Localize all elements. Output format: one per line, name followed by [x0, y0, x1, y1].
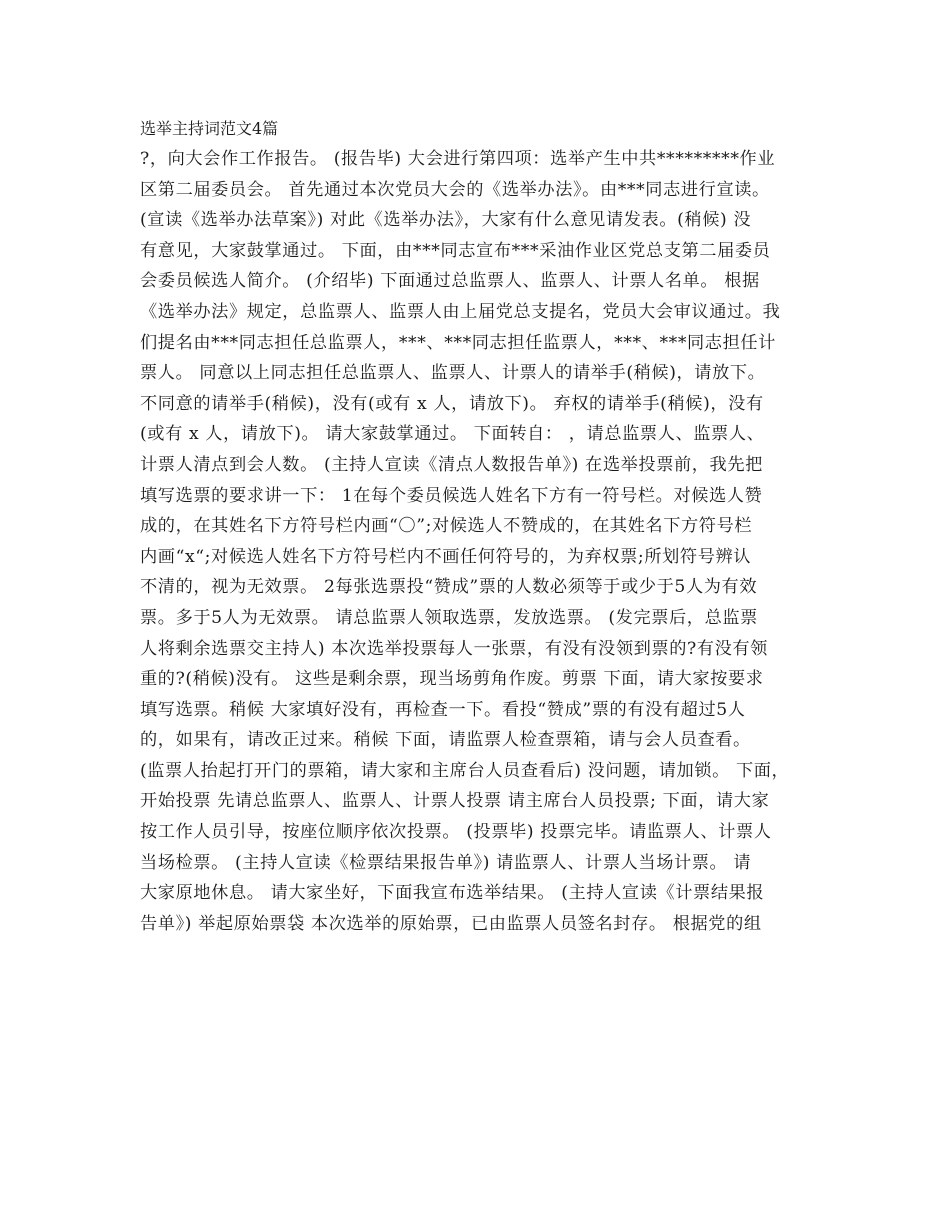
body-line: 们提名由***同志担任总监票人，***、***同志担任监票人，***、***同志担任计	[140, 332, 776, 353]
body-line: 内画“x“;对候选人姓名下方符号栏内不画任何符号的，为弃权票;所划符号辨认	[140, 546, 752, 567]
document-body	[140, 144, 820, 939]
body-line: 的，如果有，请改正过来。稍候 下面，请监票人检查票箱，请与会人员查看。	[140, 730, 751, 751]
body-line: 票人。 同意以上同志担任总监票人、监票人、计票人的请举手(稍候)，请放下。	[140, 363, 766, 384]
body-line: 《选举办法》规定，总监票人、监票人由上届党总支提名，党员大会审议通过。我	[140, 301, 781, 322]
body-line: (或有 x 人，请放下)。 请大家鼓掌通过。 下面转自： ，请总监票人、监票人、	[140, 424, 765, 445]
body-line: 不清的，视为无效票。 2每张选票投“赞成”票的人数必须等于或少于5人为有效	[140, 577, 758, 598]
body-line: (监票人抬起打开门的票箱，请大家和主席台人员查看后) 没问题，请加锁。 下面，	[140, 760, 790, 781]
body-line: 成的，在其姓名下方符号栏内画“〇”;对候选人不赞成的，在其姓名下方符号栏	[140, 516, 753, 537]
body-line: 填写选票。稍候 大家填好没有，再检查一下。看投“赞成”票的有没有超过5人	[140, 699, 746, 720]
body-line: 不同意的请举手(稍候)，没有(或有 x 人，请放下)。 弃权的请举手(稍候)，没有	[140, 393, 764, 414]
body-line: 区第二届委员会。 首先通过本次党员大会的《选举办法》。由***同志进行宣读。	[140, 179, 770, 200]
body-line: 开始投票 先请总监票人、监票人、计票人投票 请主席台人员投票; 下面，请大家	[140, 791, 770, 812]
document-page	[140, 116, 820, 939]
body-line: 当场检票。 (主持人宣读《检票结果报告单》) 请监票人、计票人当场计票。 请	[140, 852, 752, 873]
body-line: 大家原地休息。 请大家坐好，下面我宣布选举结果。 (主持人宣读《计票结果报	[140, 883, 765, 904]
document-title: 选举主持词范文4篇	[140, 119, 279, 138]
body-line: ?，向大会作工作报告。 (报告毕) 大会进行第四项：选举产生中共*********作业	[140, 149, 776, 169]
body-line: 有意见，大家鼓掌通过。 下面，由***同志宣布***采油作业区党总支第二届委员	[140, 240, 771, 261]
body-line: 会委员候选人简介。 (介绍毕) 下面通过总监票人、监票人、计票人名单。 根据	[140, 271, 760, 292]
body-line: 票。多于5人为无效票。 请总监票人领取选票，发放选票。 (发完票后，总监票	[140, 607, 758, 628]
body-line: (宣读《选举办法草案》) 对此《选举办法》，大家有什么意见请发表。(稍候) 没	[140, 210, 752, 231]
body-line: 按工作人员引导，按座位顺序依次投票。 (投票毕) 投票完毕。请监票人、计票人	[140, 822, 772, 843]
body-line: 人将剩余选票交主持人) 本次选举投票每人一张票，有没有没领到票的?有没有领	[140, 638, 768, 659]
body-line: 填写选票的要求讲一下： 1在每个委员候选人姓名下方有一符号栏。对候选人赞	[140, 485, 763, 506]
body-line: 告单》) 举起原始票袋 本次选举的原始票，已由监票人员签名封存。 根据党的组	[140, 913, 762, 934]
body-line: 重的?(稍候)没有。 这些是剩余票，现当场剪角作废。剪票 下面，请大家按要求	[140, 669, 764, 690]
body-line: 计票人清点到会人数。 (主持人宣读《清点人数报告单》) 在选举投票前，我先把	[140, 454, 763, 475]
